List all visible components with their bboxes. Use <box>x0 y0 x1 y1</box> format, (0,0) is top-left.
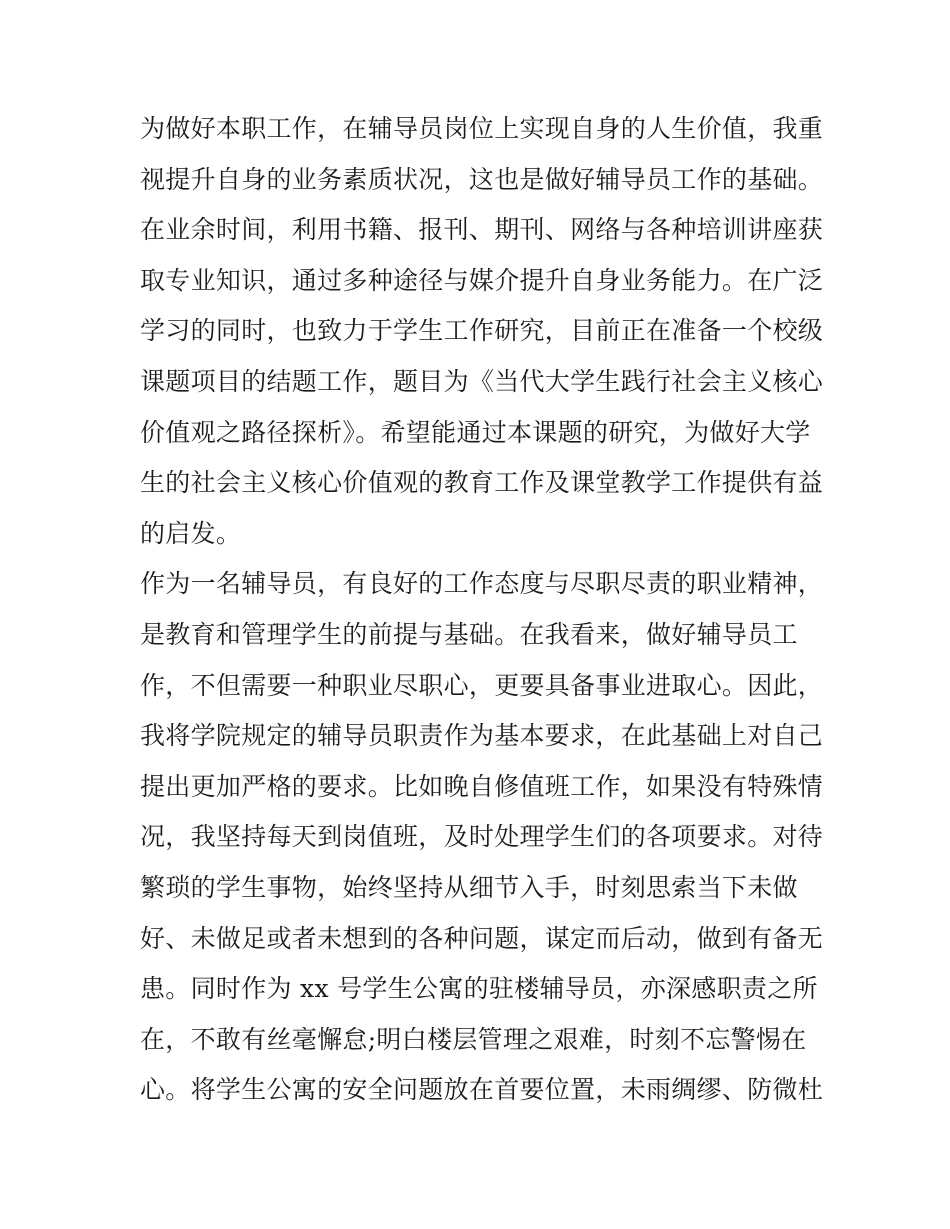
text-line: 价值观之路径探析》。希望能通过本课题的研究，为做好大学 <box>140 417 811 447</box>
text-line: 繁琐的学生事物，始终坚持从细节入手，时刻思索当下未做 <box>140 872 798 902</box>
text-line: 生的社会主义核心价值观的教育工作及课堂教学工作提供有益 <box>140 468 824 498</box>
text-line: 在，不敢有丝毫懈怠;明白楼层管理之艰难，时刻不忘警惕在 <box>140 1024 807 1054</box>
text-line: 我将学院规定的辅导员职责作为基本要求，在此基础上对自己 <box>140 721 824 751</box>
text-line: 视提升自身的业务素质状况，这也是做好辅导员工作的基础。 <box>140 164 824 194</box>
body-text <box>140 104 824 1116</box>
text-line: 况，我坚持每天到岗值班，及时处理学生们的各项要求。对待 <box>140 822 824 852</box>
text-line: 好、未做足或者未想到的各种问题，谋定而后动，做到有备无 <box>140 923 824 953</box>
text-line: 作为一名辅导员，有良好的工作态度与尽职尽责的职业精神， <box>140 569 824 599</box>
text-line: 为做好本职工作，在辅导员岗位上实现自身的人生价值，我重 <box>140 114 824 143</box>
text-line: 课题项目的结题工作，题目为《当代大学生践行社会主义核心 <box>140 366 824 396</box>
text-line: 患。同时作为 xx 号学生公寓的驻楼辅导员，亦深感职责之所 <box>140 974 818 1004</box>
text-line: 的启发。 <box>140 518 242 548</box>
text-line: 取专业知识，通过多种途径与媒介提升自身业务能力。在广泛 <box>140 265 824 295</box>
text-line: 是教育和管理学生的前提与基础。在我看来，做好辅导员工 <box>140 619 798 649</box>
text-line: 心。将学生公寓的安全问题放在首要位置，未雨绸缪、防微杜 <box>140 1075 824 1105</box>
text-line: 在业余时间，利用书籍、报刊、期刊、网络与各种培训讲座获 <box>140 215 824 245</box>
text-line: 作，不但需要一种职业尽职心，更要具备事业进取心。因此， <box>140 670 824 700</box>
text-line: 学习的同时，也致力于学生工作研究，目前正在准备一个校级 <box>140 316 824 346</box>
text-line: 提出更加严格的要求。比如晚自修值班工作，如果没有特殊情 <box>140 771 824 801</box>
